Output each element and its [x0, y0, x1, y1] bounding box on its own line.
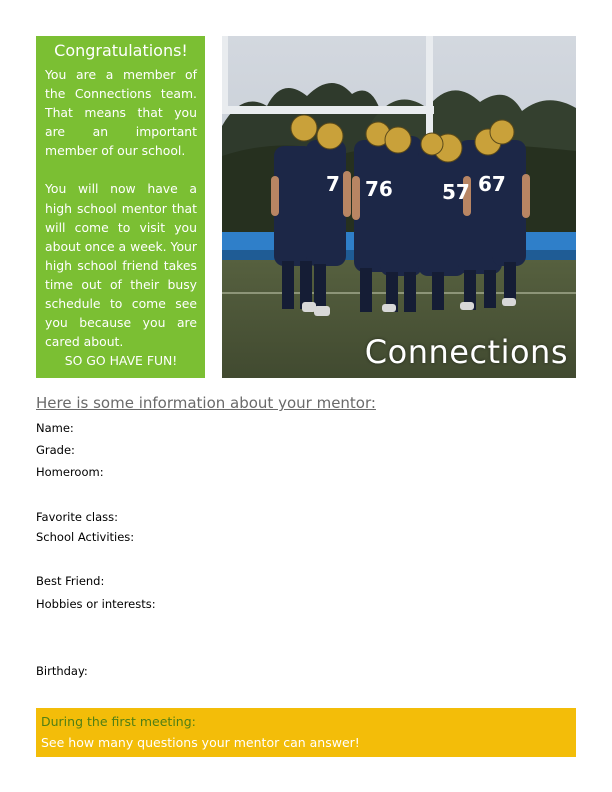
field-birthday: Birthday:: [36, 664, 88, 678]
intro-closing: SO GO HAVE FUN!: [64, 353, 178, 369]
field-best-friend: Best Friend:: [36, 574, 105, 588]
intro-paragraph-1: You are a member of the Connections team. That means that you are an important member of our school.: [45, 67, 197, 159]
field-hobbies: Hobbies or interests:: [36, 597, 156, 611]
team-photo: [222, 36, 576, 378]
first-meeting-text: See how many questions your mentor can answer!: [41, 735, 360, 750]
football-team-image: [222, 36, 576, 378]
field-homeroom: Homeroom:: [36, 465, 104, 479]
mentor-info-heading: Here is some information about your mentor:: [36, 394, 376, 412]
jersey-number: 7: [326, 172, 340, 196]
field-school-activities: School Activities:: [36, 530, 135, 544]
first-meeting-box: [36, 708, 576, 757]
jersey-number: 57: [442, 180, 470, 204]
intro-heading: Congratulations!: [54, 41, 188, 60]
intro-paragraph-2: You will now have a high school mentor that will come to visit you about once a week. Your high school friend takes time out of their busy schedule to come see you because you are cared about.: [45, 181, 197, 350]
intro-box: [36, 36, 205, 378]
field-favorite-class: Favorite class:: [36, 510, 119, 524]
field-grade: Grade:: [36, 443, 75, 457]
jersey-number: 67: [478, 172, 506, 196]
photo-title: Connections: [364, 333, 568, 371]
jersey-number: 76: [365, 177, 393, 201]
field-name: Name:: [36, 421, 74, 435]
first-meeting-title: During the first meeting:: [41, 714, 196, 729]
